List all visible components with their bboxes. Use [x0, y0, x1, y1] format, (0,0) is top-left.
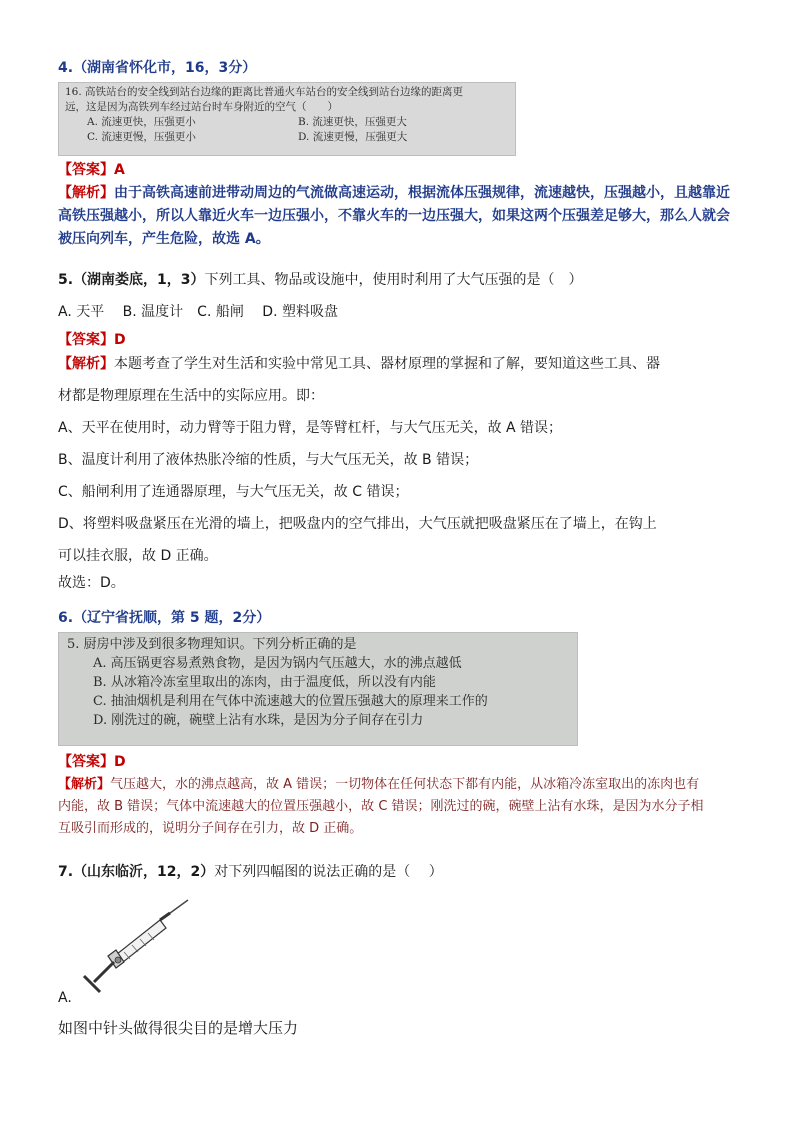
q7-header	[58, 862, 443, 882]
q7-number: 7.	[58, 864, 74, 880]
q5-analysis-line-1: 本题考查了学生对生活和实验中常见工具、器材原理的掌握和了解，要知道这些工具、器	[114, 356, 660, 372]
q4-answer-value: A	[114, 162, 125, 178]
q6-scan-stem: 5. 厨房中涉及到很多物理知识。下列分析正确的是	[67, 637, 357, 652]
syringe-illustration	[80, 896, 192, 1000]
q5-header	[58, 270, 583, 290]
q4-scan-option-d: D. 流速更慢，压强更大	[298, 131, 408, 143]
q5-answer-value: D	[114, 332, 126, 348]
q5-analysis-label: 【解析】	[58, 356, 114, 372]
q6-scan-option-b: B. 从冰箱冷冻室里取出的冻肉，由于温度低，所以没有内能	[93, 675, 436, 690]
q6-scanned-question	[58, 632, 578, 746]
q4-header	[58, 58, 256, 78]
q4-answer-label: 【答案】	[58, 162, 114, 178]
q5-answer-label: 【答案】	[58, 332, 114, 348]
q4-answer	[58, 160, 125, 180]
q4-scan-option-c: C. 流速更慢，压强更小	[87, 131, 196, 143]
syringe-plunger-rod	[94, 962, 114, 982]
q5-analysis-line-2: 材都是物理原理在生活中的实际应用。即：	[58, 388, 324, 404]
q5-point-c: C、船闸利用了连通器原理，与大气压无关，故 C 错误；	[58, 484, 409, 500]
q6-analysis-line-2: 内能，故 B 错误；气体中流速越大的位置压强越小，故 C 错误；刚洗过的碗，碗壁上沾有水珠，是因为水分子相	[58, 799, 704, 814]
q7-option-a-text: 如图中针头做得很尖目的是增大压力	[58, 1019, 299, 1037]
q4-number: 4.	[58, 60, 74, 76]
q4-scan-options	[65, 115, 509, 145]
q6-source: （辽宁省抚顺，第 5 题，2分）	[73, 610, 271, 626]
q4-scan-option-b: B. 流速更快，压强更大	[298, 116, 407, 128]
q6-scan-option-c: C. 抽油烟机是利用在气体中流速越大的位置压强越大的原理来工作的	[93, 694, 488, 709]
q4-analysis-line-3: 被压向列车，产生危险，故选 A。	[58, 231, 270, 247]
q4-source: （湖南省怀化市，16，3分）	[73, 60, 257, 76]
q4-scanned-question	[58, 82, 516, 156]
q6-answer-label: 【答案】	[58, 754, 114, 770]
q7-stem: 对下列四幅图的说法正确的是（ ）	[214, 864, 443, 880]
q6-scan-option-a: A. 高压锅更容易煮熟食物，是因为锅内气压越大，水的沸点越低	[93, 656, 462, 671]
q6-analysis-label: 【解析】	[58, 777, 111, 792]
syringe-hub	[160, 913, 170, 920]
q4-analysis-line-2: 高铁压强越小，所以人靠近火车一边压强小，不靠火车的一边压强大，如果这两个压强差足够大，那么人就会	[58, 208, 730, 224]
q6-header	[58, 608, 270, 628]
q5-stem: 下列工具、物品或设施中，使用时利用了大气压强的是（ ）	[204, 272, 583, 288]
q4-scan-stem-2: 远，这是因为高铁列车经过站台时车身附近的空气（ ）	[65, 101, 338, 113]
q7-source: （山东临沂，12，2）	[73, 864, 215, 880]
q5-analysis	[58, 352, 748, 596]
q7-option-a-label: A.	[58, 990, 72, 1006]
q5-point-b: B、温度计利用了液体热胀冷缩的性质，与大气压无关，故 B 错误；	[58, 452, 479, 468]
q6-analysis	[58, 774, 748, 840]
q5-point-a: A、天平在使用时，动力臂等于阻力臂，是等臂杠杆，与大气压无关，故 A 错误；	[58, 420, 563, 436]
q5-conclusion: 故选：D。	[58, 575, 125, 591]
q6-scan-option-d: D. 刚洗过的碗，碗壁上沾有水珠，是因为分子间存在引力	[93, 713, 424, 728]
q5-source: （湖南娄底，1，3）	[73, 272, 205, 288]
q5-point-d-line-2: 可以挂衣服，故 D 正确。	[58, 548, 218, 564]
q4-scan-option-a: A. 流速更快，压强更小	[87, 116, 196, 128]
q4-scan-stem-1: 16. 高铁站台的安全线到站台边缘的距离比普通火车站台的安全线到站台边缘的距离更	[65, 86, 464, 98]
q6-analysis-line-3: 互吸引而形成的，说明分子间存在引力，故 D 正确。	[58, 821, 363, 836]
q5-answer	[58, 330, 126, 350]
q4-analysis-label: 【解析】	[58, 185, 114, 201]
q5-point-d-line-1: D、将塑料吸盘紧压在光滑的墙上，把吸盘内的空气排出，大气压就把吸盘紧压在了墙上，在钩上	[58, 516, 657, 532]
q4-analysis	[58, 182, 748, 251]
q5-options: A. 天平 B. 温度计 C. 船闸 D. 塑料吸盘	[58, 304, 338, 320]
q6-number: 6.	[58, 610, 74, 626]
q5-number: 5.	[58, 272, 74, 288]
q6-answer	[58, 752, 126, 772]
q4-analysis-line-1: 由于高铁高速前进带动周边的气流做高速运动，根据流体压强规律，流速越快，压强越小，且越靠近	[114, 185, 730, 201]
q6-answer-value: D	[114, 754, 126, 770]
q6-analysis-line-1: 气压越大，水的沸点越高，故 A 错误；一切物体在任何状态下都有内能，从冰箱冷冻室取出的冻肉也有	[110, 777, 700, 792]
